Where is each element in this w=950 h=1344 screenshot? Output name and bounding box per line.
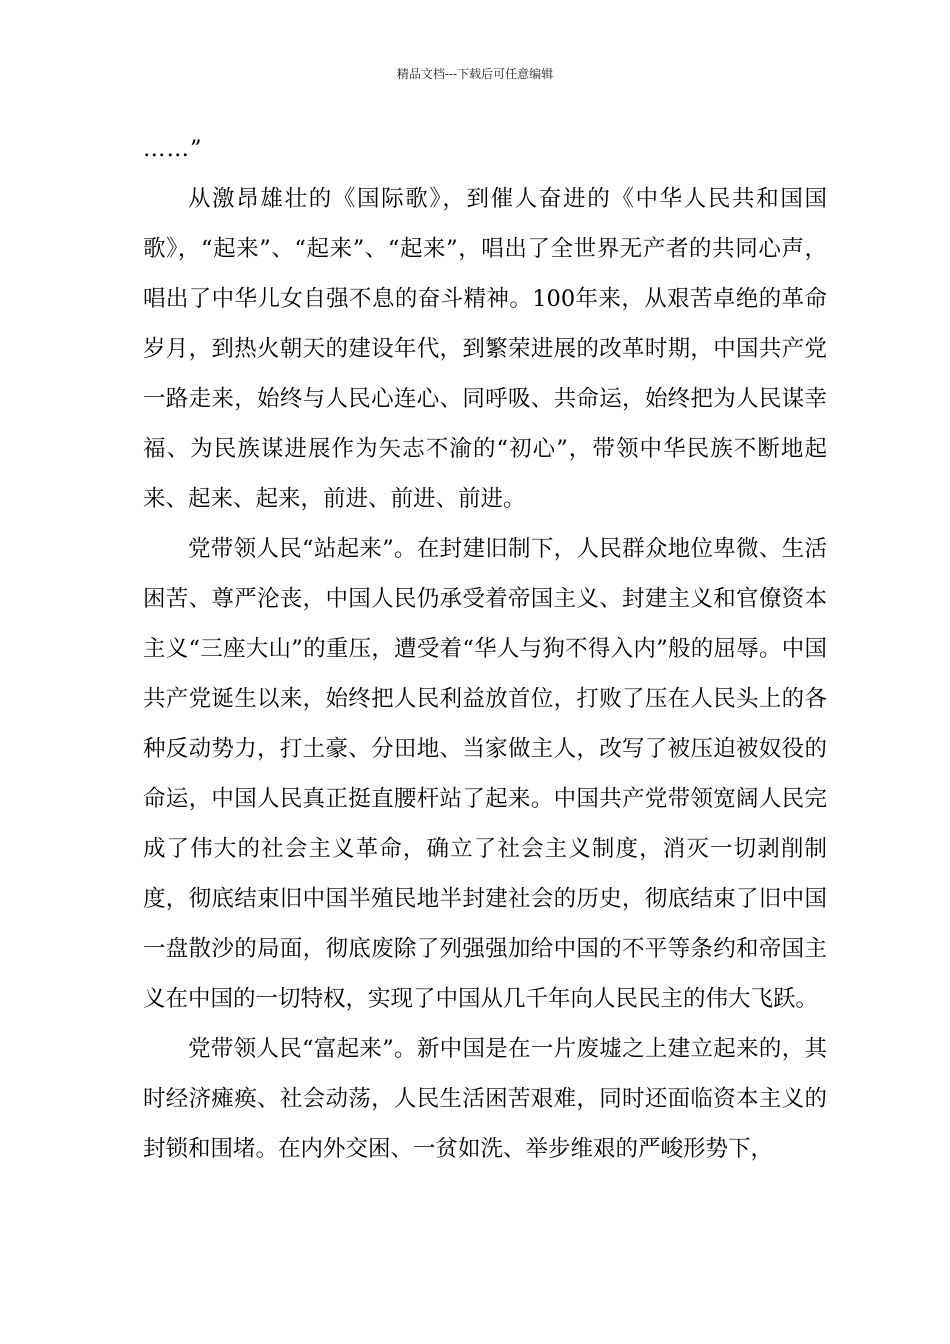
paragraph-get-rich: 党带领人民“富起来”。新中国是在一片废墟之上建立起来的，其时经济瘫痪、社会动荡，人民生活困苦艰难，同时还面临资本主义的封锁和围堵。在内外交困、一贫如洗、举步维艰的严峻形势下，: [143, 1036, 827, 1162]
paragraph-intro: 从激昂雄壮的《国际歌》，到催人奋进的《中华人民共和国国歌》，“起来”、“起来”、“起来”，唱出了全世界无产者的共同心声，唱出了中华儿女自强不息的奋斗精神。100年来，从艰苦卓绝的革命岁月，到热火朝天的建设年代，到繁荣进展的改革时期，中国共产党一路走来，始终与人民心连心、同呼吸、共命运，始终把为人民谋幸福、为民族谋进展作为矢志不渝的“初心”，带领中华民族不断地起来、起来、起来，前进、前进、前进。: [143, 186, 827, 512]
paragraph-continuation: ……”: [143, 136, 203, 162]
document-body: [143, 124, 827, 1174]
page-header: 精品文档---下载后可任意编辑: [396, 67, 554, 81]
paragraph-stand-up: 党带领人民“站起来”。在封建旧制下，人民群众地位卑微、生活困苦、尊严沦丧，中国人民仍承受着帝国主义、封建主义和官僚资本主义“三座大山”的重压，遭受着“华人与狗不得入内”般的屈辱。中国共产党诞生以来，始终把人民利益放首位，打败了压在人民头上的各种反动势力，打土豪、分田地、当家做主人，改写了被压迫被奴役的命运，中国人民真正挺直腰杆站了起来。中国共产党带领宽阔人民完成了伟大的社会主义革命，确立了社会主义制度，消灭一切剥削制度，彻底结束旧中国半殖民地半封建社会的历史，彻底结束了旧中国一盘散沙的局面，彻底废除了列强强加给中国的不平等条约和帝国主义在中国的一切特权，实现了中国从几千年向人民民主的伟大飞跃。: [143, 536, 827, 1012]
